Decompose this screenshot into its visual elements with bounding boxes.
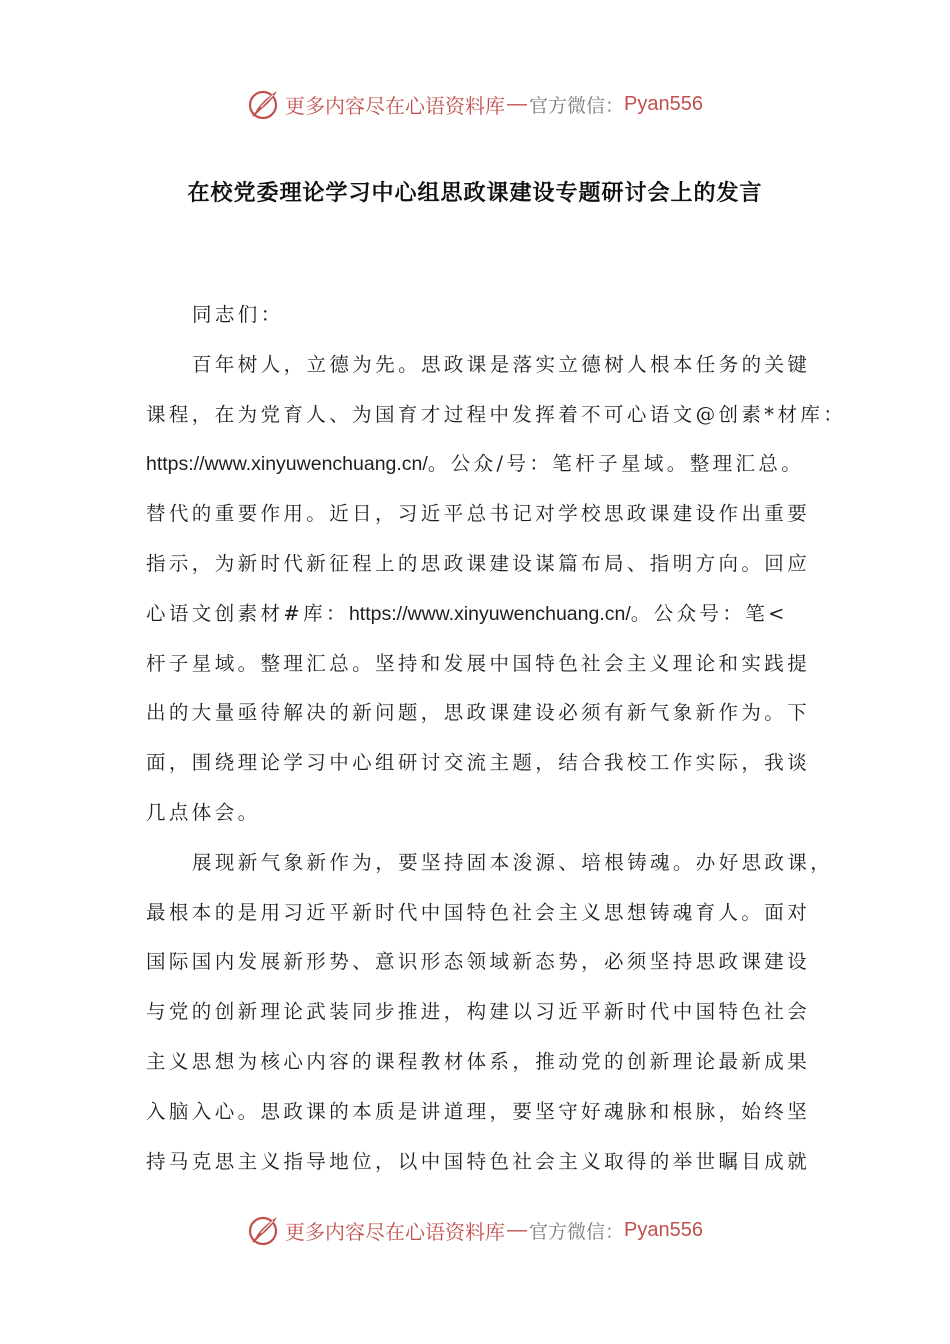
body-text-segment: 面，围绕理论学习中心组研讨交流主题，结合我校工作实际，我谈 [146,751,811,775]
body-line [146,987,826,1037]
body-text-segment: 展现新气象新作为，要坚持固本浚源、培根铸魂。办好思政课， [192,850,834,874]
body-text-segment: 持马克思主义指导地位，以中国特色社会主义取得的举世瞩目成就 [146,1149,811,1173]
body-line [146,639,826,689]
body-line [146,937,826,987]
body-text-segment: 替代的重要作用。近日，习近平总书记对学校思政课建设作出重要 [146,502,811,526]
body-line [146,439,826,489]
banner-wechat-label: 官方微信： [529,1220,625,1243]
banner-wechat-id: Pyan556 [624,1218,703,1241]
body-text-segment: 同志们： [192,303,284,326]
document-body [146,290,847,1186]
quill-pen-logo-icon [247,1213,281,1247]
body-url-text: https://www.xinyuwenchuang.cn/ [146,453,428,476]
body-line [146,688,826,738]
body-line [146,1087,826,1137]
body-text-segment: 主义思想为核心内容的课程教材体系，推动党的创新理论最新成果 [146,1049,811,1073]
banner-separator: — [507,1218,527,1241]
banner-brand-text: 更多内容尽在心语资料库 [285,1219,505,1244]
body-text-segment: 入脑入心。思政课的本质是讲道理，要坚守好魂脉和根脉，始终坚 [146,1099,811,1123]
body-text-segment: 心语文创素材#库： [146,601,349,625]
body-line [146,390,847,440]
body-text-segment: 几点体会。 [146,800,261,824]
body-line [146,589,826,639]
body-text-segment: 杆子星域。整理汇总。坚持和发展中国特色社会主义理论和实践提 [146,651,811,675]
body-text-segment: 。公众号：笔< [630,601,788,625]
footer-banner [0,1208,950,1252]
body-text-segment: 与党的创新理论武装同步推进，构建以习近平新时代中国特色社会 [146,1000,811,1024]
header-banner [0,82,950,126]
body-line [146,1037,826,1087]
body-text-segment: 出的大量亟待解决的新问题，思政课建设必须有新气象新作为。下 [146,701,811,725]
body-text-segment: 课程，在为党育人、为国育才过程中发挥着不可心语文@创素*材库： [146,402,847,426]
document-title: 在校党委理论学习中心组思政课建设专题研讨会上的发言 [187,181,763,206]
body-line [146,539,826,589]
banner-brand-text: 更多内容尽在心语资料库 [285,93,505,118]
banner-wechat-id: Pyan556 [624,92,703,115]
body-url-text: https://www.xinyuwenchuang.cn/ [348,602,631,625]
body-text-segment: 指示，为新时代新征程上的思政课建设谋篇布局、指明方向。回应 [146,551,811,575]
body-line [146,1137,826,1187]
body-line [146,788,826,838]
body-line [146,888,826,938]
quill-pen-logo-icon [247,87,281,121]
body-text-segment: 百年树人，立德为先。思政课是落实立德树人根本任务的关键 [192,352,811,376]
body-text-segment: 。公众/号：笔杆子星域。整理汇总。 [427,452,805,476]
body-line [146,489,826,539]
banner-separator: — [507,92,527,115]
body-line [146,738,826,788]
body-text-segment: 国际国内发展新形势、意识形态领域新态势，必须坚持思政课建设 [146,950,811,974]
body-line [146,340,826,390]
body-line [146,838,834,888]
body-line [146,290,826,340]
banner-wechat-label: 官方微信： [529,94,625,117]
body-text-segment: 最根本的是用习近平新时代中国特色社会主义思想铸魂育人。面对 [146,900,811,924]
